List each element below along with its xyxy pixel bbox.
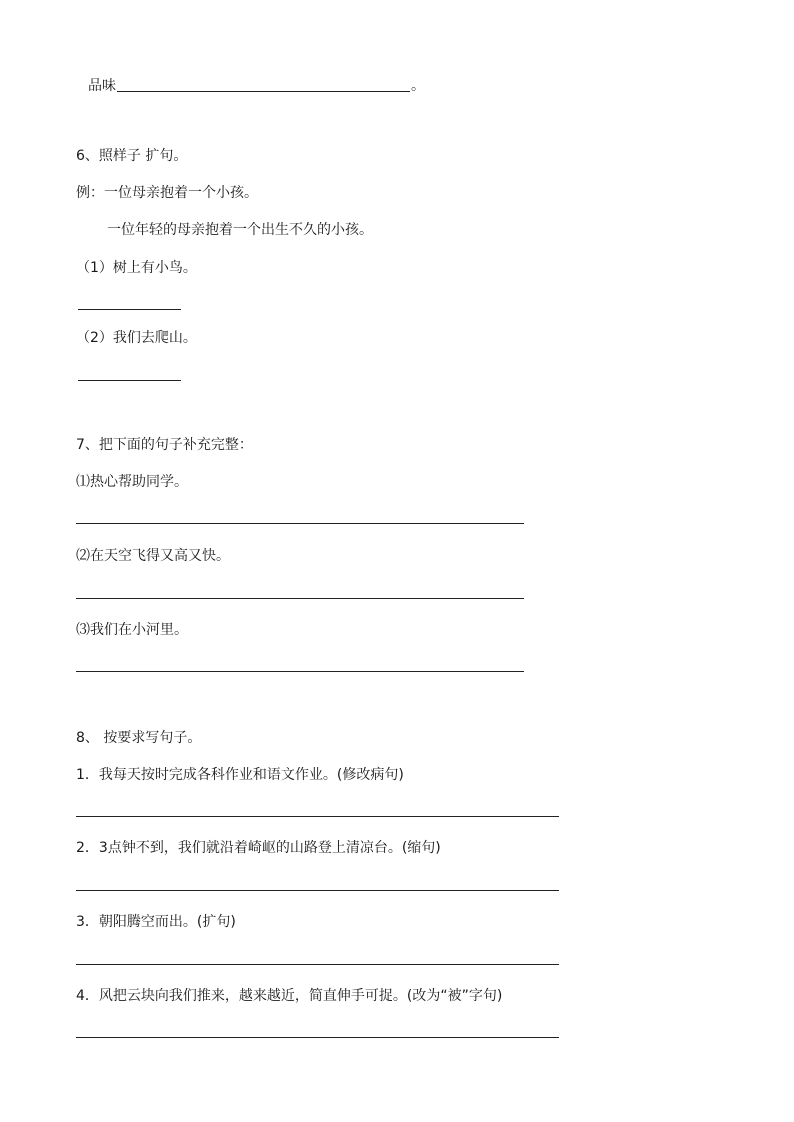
answer-line-q8-1[interactable] (76, 816, 559, 817)
q6-example-answer: 一位年轻的母亲抱着一个出生不久的小孩。 (107, 222, 373, 238)
answer-line-q6-1[interactable] (78, 309, 181, 310)
q6-item-2: （2）我们去爬山。 (76, 330, 197, 346)
answer-line-q6-2[interactable] (78, 380, 181, 381)
top-prefix: 品味 (88, 78, 116, 94)
q6-example: 例：一位母亲抱着一个小孩。 (76, 185, 258, 201)
q8-item-2: 2．3点钟不到，我们就沿着崎岖的山路登上清凉台。(缩句) (76, 840, 441, 856)
q8-heading: 8、 按要求写句子。 (76, 730, 202, 746)
answer-line-q8-4[interactable] (76, 1037, 559, 1038)
answer-line-q7-1[interactable] (76, 523, 524, 524)
answer-line-q8-3[interactable] (76, 964, 559, 965)
q7-heading: 7、把下面的句子补充完整： (76, 437, 253, 453)
answer-line-q7-2[interactable] (76, 598, 524, 599)
answer-line-q7-3[interactable] (76, 671, 524, 672)
q8-item-1: 1．我每天按时完成各科作业和语文作业。(修改病句) (76, 767, 404, 783)
q8-item-4: 4．风把云块向我们推来，越来越近，简直伸手可捉。(改为“被”字句) (76, 988, 503, 1004)
answer-line-top[interactable] (117, 91, 410, 92)
q8-item-3: 3．朝阳腾空而出。(扩句) (76, 914, 236, 930)
top-suffix: 。 (411, 78, 425, 94)
q6-heading: 6、照样子 扩句。 (76, 148, 188, 164)
q7-item-3: ⑶我们在小河里。 (76, 622, 188, 638)
answer-line-q8-2[interactable] (76, 890, 559, 891)
q7-item-1: ⑴热心帮助同学。 (76, 474, 188, 490)
q6-item-1: （1）树上有小鸟。 (76, 260, 197, 276)
q7-item-2: ⑵在天空飞得又高又快。 (76, 548, 230, 564)
